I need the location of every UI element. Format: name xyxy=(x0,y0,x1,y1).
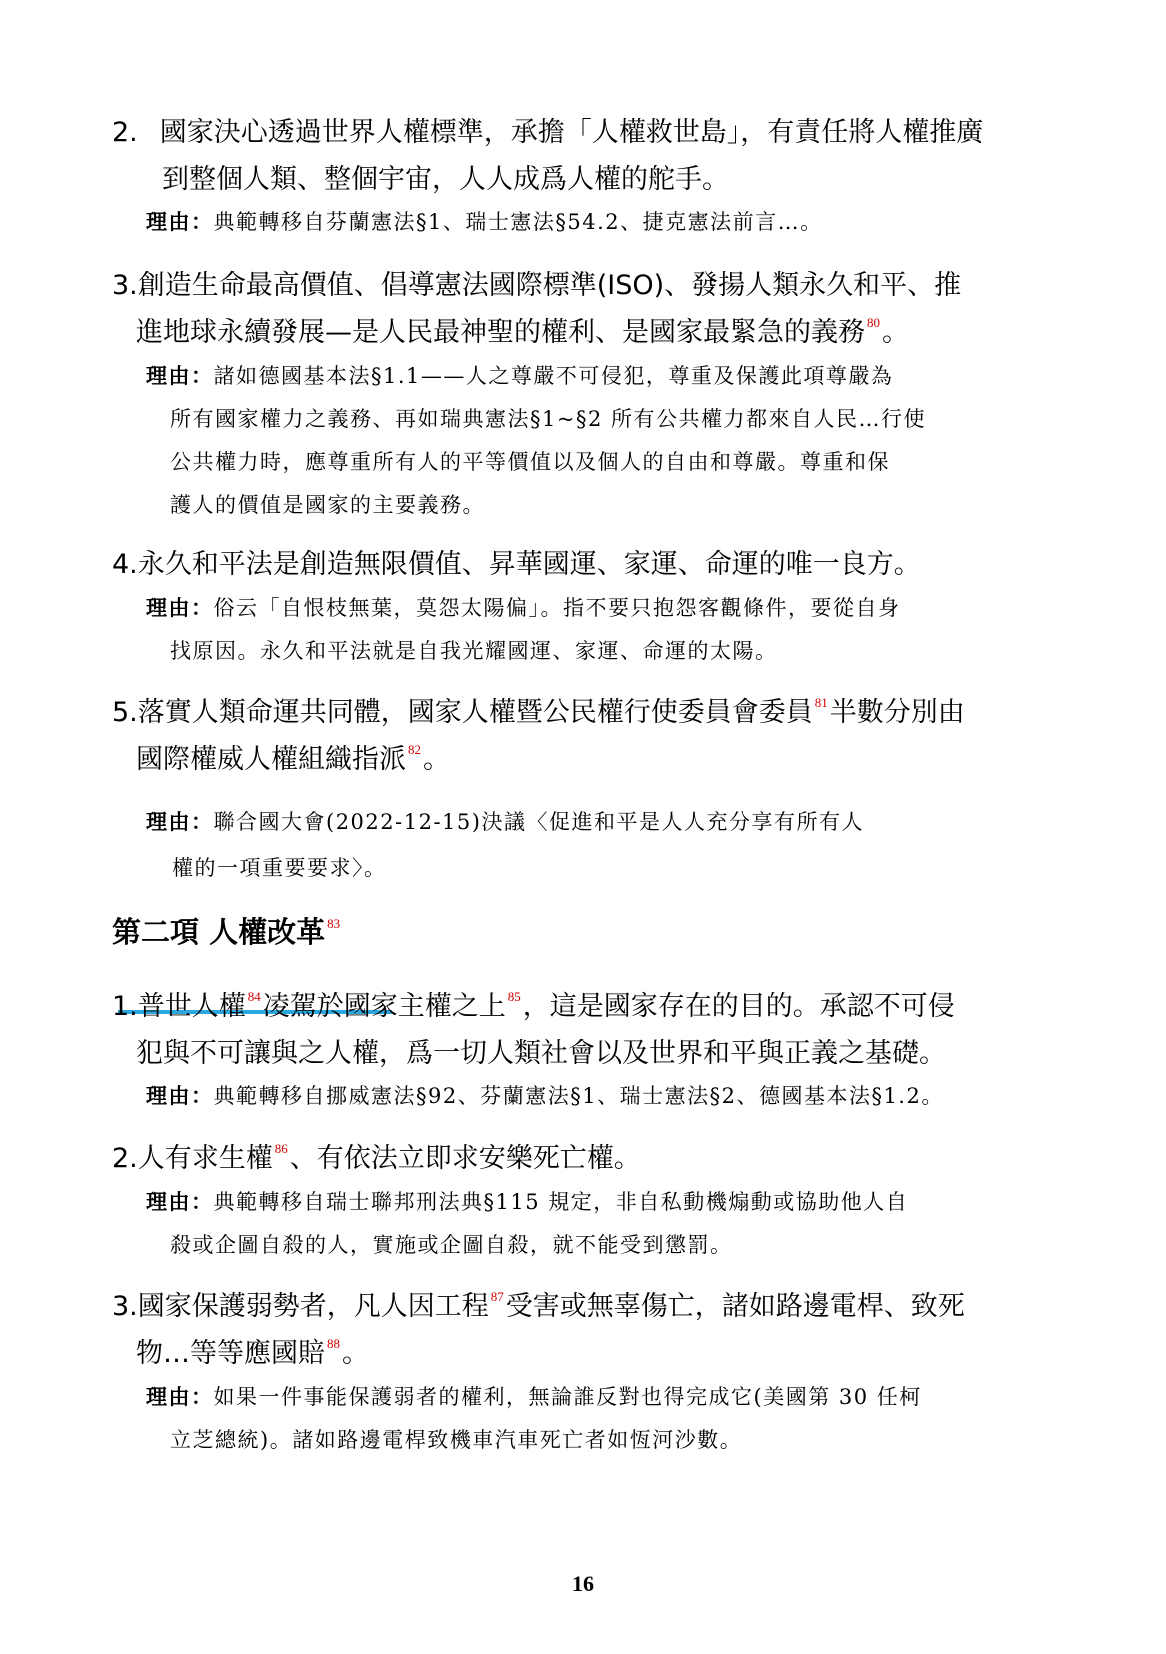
item-text: 1.普世人權 xyxy=(112,991,246,1022)
reason-paragraph xyxy=(146,1186,908,1216)
reason-text: 俗云「自恨枝無葉，莫怨太陽偏」。指不要只抱怨客觀條件，要從自身 xyxy=(213,596,901,620)
footnote-marker[interactable]: 85 xyxy=(507,989,521,1004)
reason-label: 理由： xyxy=(146,1189,214,1214)
item-text: 。 xyxy=(342,1338,369,1369)
item-text: 2.人有求生權 xyxy=(112,1143,273,1174)
reason-label: 理由： xyxy=(146,1384,214,1409)
footnote-marker[interactable]: 82 xyxy=(408,742,421,757)
reason-text: 護人的價值是國家的主要義務。 xyxy=(170,493,485,517)
item-text: 凌駕於國家主權之上 xyxy=(262,991,506,1022)
reason-paragraph xyxy=(146,360,893,390)
item-text: 物…等等應國賠 xyxy=(136,1338,325,1369)
item-text: 國際權威人權組織指派 xyxy=(136,744,406,775)
item-text: 。 xyxy=(423,744,450,775)
item-text: 到整個人類、整個宇宙，人人成爲人權的舵手。 xyxy=(162,164,729,195)
footnote-marker[interactable]: 86 xyxy=(274,1141,288,1156)
reason-text: 典範轉移自挪威憲法§92、芬蘭憲法§1、瑞士憲法§2、德國基本法§1.2。 xyxy=(213,1084,944,1108)
reason-paragraph xyxy=(146,1080,944,1110)
reason-text: 找原因。永久和平法就是自我光耀國運、家運、命運的太陽。 xyxy=(170,639,778,663)
footnote-marker[interactable]: 84 xyxy=(247,989,261,1004)
item-text: 5.落實人類命運共同體，國家人權暨公民權行使委員會委員 xyxy=(112,697,813,728)
reason-label: 理由： xyxy=(146,209,214,234)
reason-text: 諸如德國基本法§1.1——人之尊嚴不可侵犯，尊重及保護此項尊嚴為 xyxy=(213,364,894,388)
reason-paragraph xyxy=(146,1381,922,1411)
reason-paragraph xyxy=(146,206,823,236)
item-text: 3.國家保護弱勢者，凡人因工程 xyxy=(112,1291,489,1322)
reason-label: 理由： xyxy=(146,809,214,834)
reason-label: 理由： xyxy=(146,363,214,388)
item-text: 。 xyxy=(882,317,909,348)
reason-text: 權的一項重要要求〉。 xyxy=(172,856,387,880)
reason-label: 理由： xyxy=(146,1083,214,1108)
reason-text: 典範轉移自瑞士聯邦刑法典§115 規定，非自私動機煽動或協助他人自 xyxy=(213,1190,909,1214)
reason-text: 立芝總統)。諸如路邊電桿致機車汽車死亡者如恆河沙數。 xyxy=(170,1428,743,1452)
footnote-marker[interactable]: 87 xyxy=(490,1289,504,1304)
footnote-marker[interactable]: 83 xyxy=(327,916,341,931)
item-number: 2. xyxy=(112,117,138,148)
section-heading xyxy=(112,910,342,951)
reason-text: 公共權力時，應尊重所有人的平等價值以及個人的自由和尊嚴。尊重和保 xyxy=(170,450,890,474)
page-number: 16 xyxy=(572,1571,594,1596)
reason-text: 所有國家權力之義務、再如瑞典憲法§1~§2 所有公共權力都來自人民…行使 xyxy=(170,407,926,431)
item-text: 3.創造生命最高價值、倡導憲法國際標準(ISO)、發揚人類永久和平、推 xyxy=(112,270,962,301)
item-text: 、有依法立即求安樂死亡權。 xyxy=(289,1143,641,1174)
item-text: 4.永久和平法是創造無限價值、昇華國運、家運、命運的唯一良方。 xyxy=(112,549,921,580)
reason-text: 典範轉移自芬蘭憲法§1、瑞士憲法§54.2、捷克憲法前言…。 xyxy=(213,210,823,234)
reason-text: 聯合國大會(2022-12-15)決議〈促進和平是人人充分享有所有人 xyxy=(213,810,864,834)
reason-text: 如果一件事能保護弱者的權利，無論誰反對也得完成它(美國第 30 任柯 xyxy=(213,1385,922,1409)
reason-paragraph xyxy=(146,592,901,622)
item-text: ，這是國家存在的目的。承認不可侵 xyxy=(522,991,955,1022)
item-text: 犯與不可讓與之人權，爲一切人類社會以及世界和平與正義之基礎。 xyxy=(136,1038,946,1069)
footnote-marker[interactable]: 88 xyxy=(327,1336,340,1351)
item-text: 受害或無辜傷亡，諸如路邊電桿、致死 xyxy=(505,1291,965,1322)
reason-text: 殺或企圖自殺的人，實施或企圖自殺，就不能受到懲罰。 xyxy=(170,1233,733,1257)
reason-paragraph xyxy=(146,806,864,836)
item-text: 國家決心透過世界人權標準，承擔「人權救世島」，有責任將人權推廣 xyxy=(159,117,984,148)
reason-label: 理由： xyxy=(146,595,214,620)
section-heading-text: 第二項 人權改革 xyxy=(112,915,326,949)
item-text: 半數分別由 xyxy=(829,697,965,728)
item-text: 進地球永續發展—是人民最神聖的權利、是國家最緊急的義務 xyxy=(136,317,865,348)
footnote-marker[interactable]: 81 xyxy=(814,695,828,710)
footnote-marker[interactable]: 80 xyxy=(867,315,880,330)
